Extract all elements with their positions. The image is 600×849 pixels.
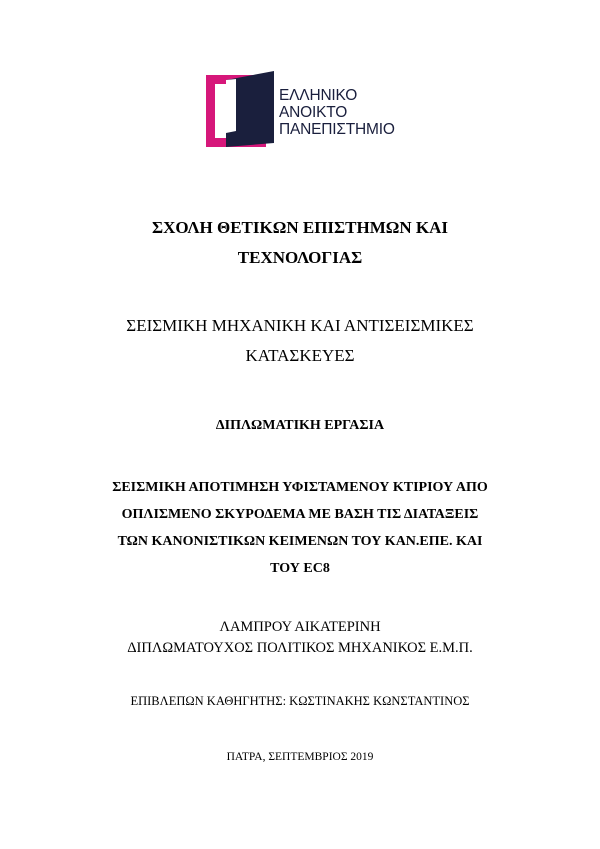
thesis-label: ΔΙΠΛΩΜΑΤΙΚΗ ΕΡΓΑΣΙΑ [215, 418, 385, 433]
program-line-1: ΣΕΙΣΜΙΚΗ ΜΗΧΑΝΙΚΗ ΚΑΙ ΑΝΤΙΣΕΙΣΜΙΚΕΣ [126, 316, 474, 335]
logo-line-3: ΠΑΝΕΠΙΣΤΗΜΙΟ [279, 121, 395, 138]
logo-line-1: ΕΛΛΗΝΙΚΟ [279, 87, 358, 104]
thesis-title-line-4: ΤΟΥ EC8 [270, 561, 330, 576]
logo-wordmark [279, 87, 395, 138]
university-logo [206, 71, 406, 149]
school-name [0, 213, 600, 273]
program-line-2: ΚΑΤΑΣΚΕΥΕΣ [245, 346, 355, 365]
logo-emblem-icon [206, 71, 276, 149]
logo-line-2: ΑΝΟΙΚΤΟ [279, 104, 348, 121]
supervisor: ΕΠΙΒΛΕΠΩΝ ΚΑΘΗΓΗΤΗΣ: ΚΩΣΤΙΝΑΚΗΣ ΚΩΝΣΤΑΝΤΙΝΟΣ [130, 694, 470, 708]
author-name: ΛΑΜΠΡΟΥ ΑΙΚΑΤΕΡΙΝΗ [219, 619, 381, 635]
school-line-2: ΤΕΧΝΟΛΟΓΙΑΣ [237, 248, 363, 267]
thesis-title-line-3: ΤΩΝ ΚΑΝΟΝΙΣΤΙΚΩΝ ΚΕΙΜΕΝΩΝ ΤΟΥ ΚΑΝ.ΕΠΕ. ΚΑΙ [117, 534, 483, 549]
program-name [0, 311, 600, 371]
thesis-title-line-2: ΟΠΛΙΣΜΕΝΟ ΣΚΥΡΟΔΕΜΑ ΜΕ ΒΑΣΗ ΤΙΣ ΔΙΑΤΑΞΕΙΣ [121, 507, 479, 522]
place-date: ΠΑΤΡΑ, ΣΕΠΤΕΜΒΡΙΟΣ 2019 [226, 751, 374, 763]
thesis-title-line-1: ΣΕΙΣΜΙΚΗ ΑΠΟΤΙΜΗΣΗ ΥΦΙΣΤΑΜΕΝΟΥ ΚΤΙΡΙΟΥ ΑΠΟ [112, 480, 488, 495]
thesis-title [0, 474, 600, 582]
author-block [0, 617, 600, 659]
author-title: ΔΙΠΛΩΜΑΤΟΥΧΟΣ ΠΟΛΙΤΙΚΟΣ ΜΗΧΑΝΙΚΟΣ Ε.Μ.Π. [127, 640, 473, 656]
school-line-1: ΣΧΟΛΗ ΘΕΤΙΚΩΝ ΕΠΙΣΤΗΜΩΝ ΚΑΙ [151, 218, 449, 237]
